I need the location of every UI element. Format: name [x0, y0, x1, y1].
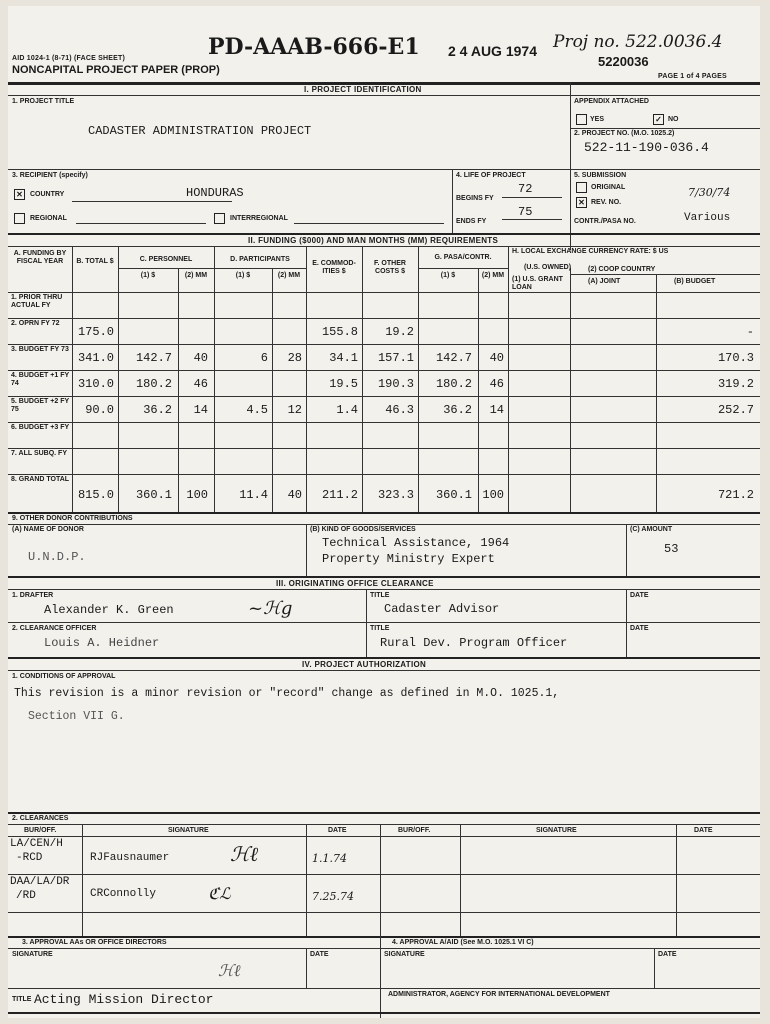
drafter-title: Cadaster Advisor: [384, 602, 500, 616]
life-of-project-label: 4. LIFE OF PROJECT: [456, 172, 526, 179]
clearances-label: 2. CLEARANCES: [12, 815, 69, 822]
rule: [502, 197, 562, 198]
yes-checkbox: [576, 114, 587, 125]
donor-kind-line-1: Technical Assistance, 1964: [322, 536, 510, 550]
funding-cell-d1: 4.5: [246, 403, 268, 417]
participants-header: D. PARTICIPANTS: [230, 256, 290, 263]
rule: [8, 948, 760, 949]
donor-amount: 53: [664, 542, 679, 556]
rule: [8, 874, 760, 875]
funding-cell-e: 19.5: [329, 377, 358, 391]
clearance-officer-label: 2. CLEARANCE OFFICER: [12, 625, 97, 632]
approval-aid-label: 4. APPROVAL A/AID (See M.O. 1025.1 VI C): [392, 939, 534, 946]
us-grant-header: (1) U.S. GRANT LOAN: [512, 276, 563, 291]
funding-cell-f: 19.2: [385, 325, 414, 339]
funding-cell-g1: 142.7: [435, 351, 472, 365]
rule: [8, 622, 760, 623]
approval-signature-label: SIGNATURE: [12, 951, 53, 958]
funding-cell-f: 190.3: [377, 377, 414, 391]
rule: [418, 246, 419, 512]
funding-row-label: 4. BUDGET +1 FY 74: [11, 372, 70, 387]
section-3-title: III. ORIGINATING OFFICE CLEARANCE: [276, 579, 434, 588]
officer-title: Rural Dev. Program Officer: [380, 636, 568, 650]
aid-date-label: DATE: [658, 951, 677, 958]
rule: [460, 824, 461, 936]
rule: [76, 223, 206, 224]
interregional-label: INTERREGIONAL: [230, 215, 288, 222]
rule: [8, 474, 760, 475]
rule: [72, 201, 232, 202]
funding-cell-b: 175.0: [77, 325, 114, 339]
funding-cell-g2: 14: [489, 403, 504, 417]
appendix-label: APPENDIX ATTACHED: [574, 98, 649, 105]
officer-date-label: DATE: [630, 625, 649, 632]
clearance-1-signature: ℋℓ: [230, 842, 259, 866]
conditions-text-line-1: This revision is a minor revision or "record" change as defined in M.O. 1025.1,: [14, 687, 560, 700]
funding-cell-hb: 721.2: [717, 488, 754, 502]
project-number-label: 2. PROJECT NO. (M.O. 1025.2): [574, 130, 675, 137]
section-2-title: II. FUNDING ($000) AND MAN MONTHS (MM) REQUIREMENTS: [248, 236, 499, 245]
revision-label: REV. NO.: [591, 199, 622, 206]
commodities-header: E. COMMOD-ITIES $: [312, 260, 356, 275]
project-title-label: 1. PROJECT TITLE: [12, 98, 75, 105]
rule: [306, 948, 307, 988]
handwritten-reference: Proj no. 522.0036.4: [553, 32, 723, 52]
project-number-stamp: 5220036: [598, 54, 649, 69]
signature-header: SIGNATURE: [168, 827, 209, 834]
rule: [654, 948, 655, 988]
regional-checkbox: [14, 213, 25, 224]
participants-dollars-subheader: (1) $: [235, 272, 251, 279]
rule: [570, 128, 760, 129]
rule: [294, 223, 444, 224]
rule: [72, 246, 73, 512]
rule: [570, 274, 760, 275]
country-label: COUNTRY: [30, 191, 65, 198]
drafter-signature: ~ℋg: [248, 598, 293, 619]
funding-cell-c2: 40: [193, 351, 208, 365]
rule: [214, 246, 215, 512]
donor-kind-line-2: Property Ministry Expert: [322, 552, 495, 566]
personnel-mm-subheader: (2) MM: [184, 272, 208, 279]
rule: [366, 589, 367, 657]
rule: [380, 824, 381, 936]
form-sheet: [8, 6, 760, 1018]
bureau-header: BUR/OFF.: [24, 827, 57, 834]
drafter-name: Alexander K. Green: [44, 603, 174, 617]
funding-cell-d1: 6: [260, 351, 268, 365]
funding-cell-c1: 180.2: [135, 377, 172, 391]
rule: [8, 670, 760, 671]
other-costs-header: F. OTHER COSTS $: [374, 260, 406, 275]
donor-name: U.N.D.P.: [28, 550, 86, 564]
section-1-title: I. PROJECT IDENTIFICATION: [304, 85, 422, 94]
rule: [272, 268, 273, 512]
pasa-dollars-subheader: (1) $: [440, 272, 456, 279]
approval-date-label: DATE: [310, 951, 329, 958]
rule: [508, 246, 509, 512]
drafter-title-label: TITLE: [370, 592, 390, 599]
country-checkbox: ✕: [14, 189, 25, 200]
begins-fy: 72: [518, 182, 533, 196]
funding-cell-d2: 12: [287, 403, 302, 417]
rule: [8, 344, 760, 345]
funding-cell-g2: 40: [489, 351, 504, 365]
funding-row-label: 2. OPRN FY 72: [11, 320, 60, 327]
regional-label: REGIONAL: [30, 215, 67, 222]
rule: [626, 524, 627, 576]
funding-cell-hb: -: [746, 325, 754, 339]
project-title: CADASTER ADMINISTRATION PROJECT: [88, 124, 312, 138]
ends-label: ENDS FY: [456, 218, 487, 225]
rule: [478, 268, 479, 512]
personnel-header: C. PERSONNEL: [139, 256, 193, 263]
rule: [8, 512, 760, 514]
funding-row-label: 3. BUDGET FY 73: [11, 346, 69, 353]
funding-cell-g1: 360.1: [435, 488, 472, 502]
clearance-1-bureau: LA/CEN/H: [10, 838, 63, 850]
rule: [8, 246, 760, 247]
no-checkbox: ✓: [653, 114, 664, 125]
clearance-2-bureau: DAA/LA/DR: [10, 876, 70, 888]
joint-header: (A) JOINT: [588, 278, 621, 285]
signature-header-right: SIGNATURE: [536, 827, 577, 834]
rule: [8, 370, 760, 371]
submission-label: 5. SUBMISSION: [574, 172, 627, 179]
funding-cell-d2: 40: [287, 488, 302, 502]
funding-cell-g1: 36.2: [443, 403, 472, 417]
revision-checkbox: ✕: [576, 197, 587, 208]
rule: [306, 246, 307, 512]
clearance-1-name: RJFausnaumer: [90, 852, 170, 864]
participants-mm-subheader: (2) MM: [277, 272, 301, 279]
date-header: DATE: [328, 827, 347, 834]
rule: [118, 268, 214, 269]
funding-row-label: 1. PRIOR THRU ACTUAL FY: [11, 294, 63, 309]
document-stamp: PD-AAAB-666-E1: [208, 34, 420, 60]
no-label: NO: [668, 116, 679, 123]
rule: [8, 912, 760, 913]
yes-label: YES: [590, 116, 605, 123]
clearance-1-office: -RCD: [16, 852, 43, 864]
funding-cell-f: 157.1: [377, 351, 414, 365]
rule: [306, 824, 307, 936]
clearance-2-signature: ℭℒ: [208, 884, 231, 903]
funding-cell-c1: 360.1: [135, 488, 172, 502]
funding-cell-c2: 46: [193, 377, 208, 391]
rule: [178, 268, 179, 512]
pasa-mm-subheader: (2) MM: [481, 272, 505, 279]
funding-cell-b: 341.0: [77, 351, 114, 365]
coop-country-header: (2) COOP COUNTRY: [588, 266, 656, 273]
original-checkbox: [576, 182, 587, 193]
funding-cell-b: 310.0: [77, 377, 114, 391]
rule: [8, 936, 760, 938]
rule: [82, 824, 83, 936]
other-donor-label: 9. OTHER DONOR CONTRIBUTIONS: [12, 515, 133, 522]
approval-title: Acting Mission Director: [34, 992, 214, 1007]
rule: [676, 824, 677, 936]
rule: [570, 268, 571, 512]
original-label: ORIGINAL: [591, 184, 626, 191]
clearance-officer-name: Louis A. Heidner: [44, 636, 160, 650]
funding-cell-c1: 36.2: [143, 403, 172, 417]
rule: [8, 657, 760, 659]
date-header-right: DATE: [694, 827, 713, 834]
funding-row-label: 7. ALL SUBQ. FY: [11, 450, 68, 457]
approval-title-label: TITLE: [12, 996, 32, 1003]
rule: [8, 448, 760, 449]
interregional-checkbox: [214, 213, 225, 224]
recipient-label: 3. RECIPIENT (specify): [12, 172, 88, 179]
funding-cell-e: 155.8: [321, 325, 358, 339]
personnel-dollars-subheader: (1) $: [140, 272, 156, 279]
rule: [8, 824, 760, 825]
rule: [8, 169, 760, 170]
rule: [656, 274, 657, 512]
page-count: PAGE 1 of 4 PAGES: [658, 73, 727, 80]
officer-title-label: TITLE: [370, 625, 390, 632]
contract-value: Various: [684, 212, 731, 224]
rule: [8, 589, 760, 590]
funding-row-label: 5. BUDGET +2 FY 75: [11, 398, 70, 413]
clearance-2-office: /RD: [16, 890, 36, 902]
date-stamp: 2 4 AUG 1974: [448, 43, 537, 59]
aid-signature-label: SIGNATURE: [384, 951, 425, 958]
donor-amount-label: (C) AMOUNT: [630, 526, 673, 533]
revision-date: 7/30/74: [688, 186, 731, 199]
approval-signature: ℋℓ: [218, 961, 241, 980]
rule: [8, 95, 760, 96]
funding-cell-g2: 46: [489, 377, 504, 391]
budget-header: (B) BUDGET: [674, 278, 716, 285]
rule: [502, 219, 562, 220]
rule: [626, 589, 627, 657]
form-number: AID 1024-1 (8-71) (FACE SHEET): [12, 55, 125, 62]
ends-fy: 75: [518, 205, 533, 219]
funding-cell-hb: 170.3: [717, 351, 754, 365]
funding-cell-f: 323.3: [377, 488, 414, 502]
funding-cell-c2: 14: [193, 403, 208, 417]
rule: [8, 812, 760, 814]
project-number: 522-11-190-036.4: [584, 140, 709, 155]
clearance-2-date: 7.25.74: [312, 890, 354, 903]
rule: [8, 524, 760, 525]
rule: [8, 1012, 760, 1014]
contract-label: CONTR./PASA NO.: [574, 218, 636, 225]
funding-cell-f: 46.3: [385, 403, 414, 417]
rule: [8, 422, 760, 423]
rule: [8, 836, 760, 837]
total-header: B. TOTAL $: [76, 258, 114, 265]
funding-row-label: 6. BUDGET +3 FY: [11, 424, 70, 431]
funding-cell-e: 211.2: [321, 488, 358, 502]
rule: [306, 524, 307, 576]
country-name: HONDURAS: [186, 186, 244, 200]
funding-cell-g1: 180.2: [435, 377, 472, 391]
conditions-label: 1. CONDITIONS OF APPROVAL: [12, 673, 116, 680]
funding-cell-hb: 319.2: [717, 377, 754, 391]
us-owned-header: (U.S. OWNED): [524, 264, 572, 271]
clearance-1-date: 1.1.74: [312, 852, 347, 865]
rule: [380, 936, 381, 1018]
rule: [8, 396, 760, 397]
rule: [8, 318, 760, 319]
drafter-label: 1. DRAFTER: [12, 592, 54, 599]
funding-cell-b: 90.0: [85, 403, 114, 417]
funding-row-label: 8. GRAND TOTAL: [11, 476, 70, 483]
rule: [452, 169, 453, 233]
rule: [214, 268, 306, 269]
funding-cell-d1: 11.4: [239, 488, 268, 502]
rule: [8, 988, 760, 989]
rule: [8, 233, 760, 235]
funding-cell-g2: 100: [482, 488, 504, 502]
funding-year-header: A. FUNDING BY FISCAL YEAR: [13, 250, 67, 265]
pasa-header: G. PASA/CONTR.: [434, 254, 492, 261]
rule: [118, 246, 119, 512]
clearance-2-name: CRConnolly: [90, 888, 157, 900]
conditions-text-line-2: Section VII G.: [28, 710, 125, 723]
donor-name-label: (A) NAME OF DONOR: [12, 526, 84, 533]
section-4-title: IV. PROJECT AUTHORIZATION: [302, 660, 427, 669]
begins-label: BEGINS FY: [456, 195, 494, 202]
funding-cell-c2: 100: [186, 488, 208, 502]
funding-cell-e: 34.1: [329, 351, 358, 365]
drafter-date-label: DATE: [630, 592, 649, 599]
funding-cell-hb: 252.7: [717, 403, 754, 417]
rule: [8, 576, 760, 578]
rule: [418, 268, 508, 269]
rule: [362, 246, 363, 512]
rule: [570, 82, 571, 250]
funding-cell-c1: 142.7: [135, 351, 172, 365]
funding-cell-b: 815.0: [77, 488, 114, 502]
administrator-label: ADMINISTRATOR, AGENCY FOR INTERNATIONAL DEVELOPMENT: [388, 991, 610, 998]
donor-kind-label: (B) KIND OF GOODS/SERVICES: [310, 526, 416, 533]
bureau-header-right: BUR/OFF.: [398, 827, 431, 834]
rule: [8, 292, 760, 293]
funding-cell-d2: 28: [287, 351, 302, 365]
form-title: NONCAPITAL PROJECT PAPER (PROP): [12, 64, 220, 76]
local-exchange-header: H. LOCAL EXCHANGE CURRENCY RATE: $ US: [512, 248, 669, 255]
approval-directors-label: 3. APPROVAL AAs OR OFFICE DIRECTORS: [22, 939, 167, 946]
funding-cell-e: 1.4: [336, 403, 358, 417]
